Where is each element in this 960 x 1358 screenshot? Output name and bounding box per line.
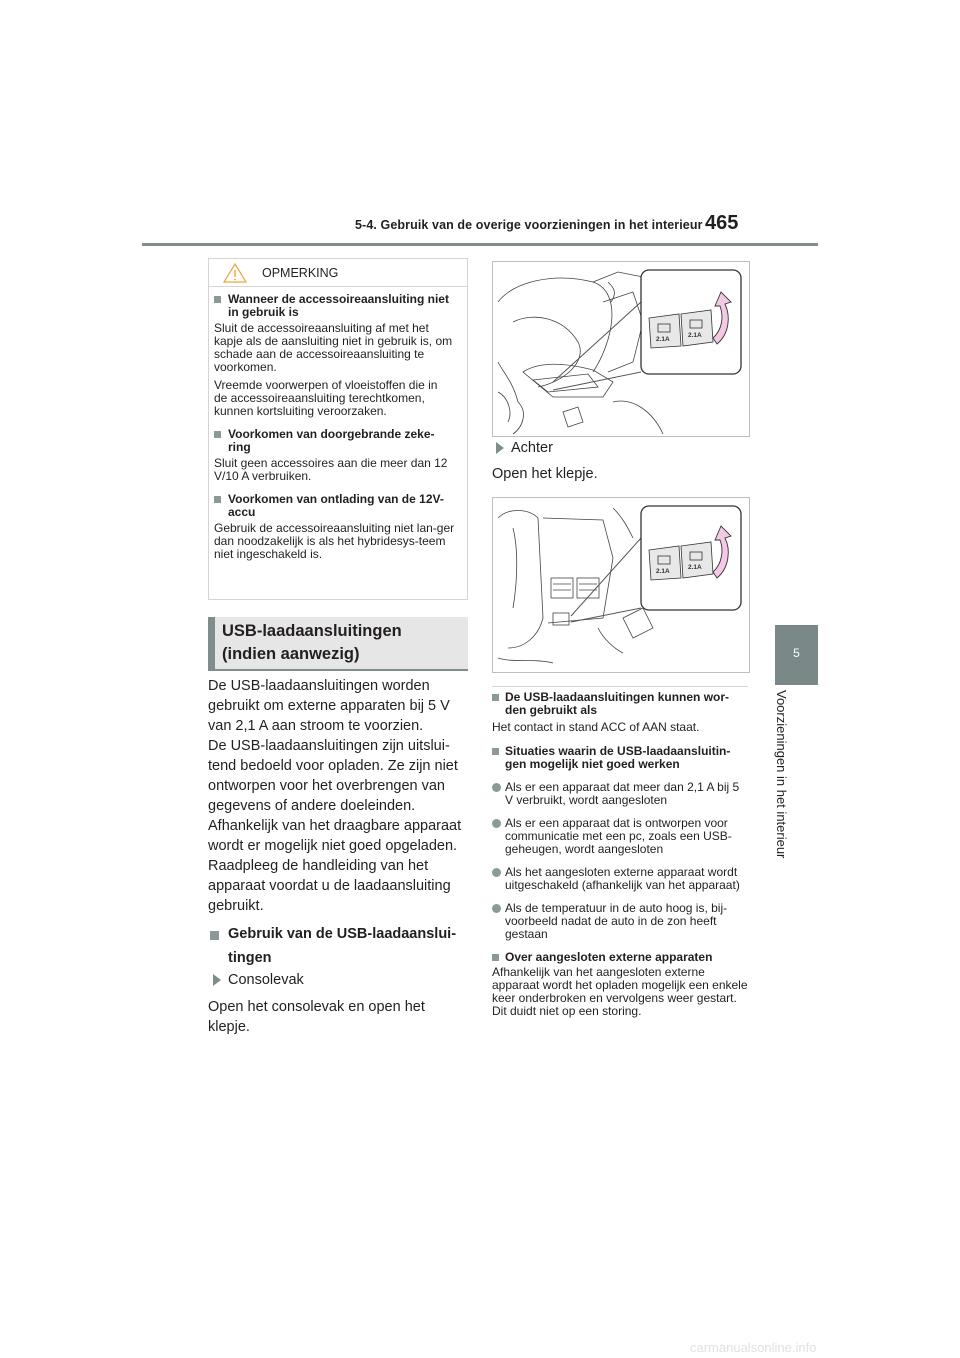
- console-label: Consolevak: [228, 972, 304, 988]
- notes-bullet-text: Als er een apparaat dat is ontworpen voor communicatie met een pc, zoals een USB-geheugen, wordt aangesloten: [505, 816, 732, 856]
- intro-line: ontworpen voor het overbrengen van: [208, 778, 445, 794]
- notes-bullet: [492, 902, 750, 941]
- notes-heading-text: Over aangesloten externe apparaten: [505, 950, 713, 964]
- caution-paragraph: Sluit geen accessoires aan die meer dan 12 V/10 A verbruiken.: [214, 456, 448, 483]
- rear-label: Achter: [511, 440, 553, 456]
- port-label: 2.1A: [688, 564, 702, 571]
- watermark: carmanualsonline.info: [690, 1340, 817, 1355]
- intro-line: wordt er mogelijk niet goed opgeladen.: [208, 838, 458, 854]
- notes-text: Afhankelijk van het aangesloten externe apparaat wordt het opladen mogelijk een enkele keer onderbroken en vervolgens weer gestart. Dit duidt niet op een storing.: [492, 965, 748, 1018]
- round-bullet-icon: [492, 819, 501, 828]
- square-bullet-icon: [492, 694, 499, 701]
- notes-heading: [492, 951, 750, 964]
- section-heading: [222, 620, 402, 666]
- notes-heading: [492, 691, 750, 717]
- chapter-tab-label-text: Voorzieningen in het interieur: [774, 690, 789, 859]
- console-instruction-line: klepje.: [208, 1019, 250, 1035]
- notes-heading-text: De USB-laadaansluitingen kunnen wor-den gebruikt als: [505, 690, 730, 717]
- caution-item-title: Voorkomen van ontlading van de 12V-accu: [228, 492, 444, 519]
- intro-line: van 2,1 A aan stroom te voorzien.: [208, 718, 424, 734]
- section-header-title: 5-4. Gebruik van de overige voorzieningen in het interieur: [355, 218, 703, 232]
- intro-line: gebruikt.: [208, 898, 264, 914]
- chapter-tab-number: 5: [793, 646, 800, 660]
- caution-heading: OPMERKING: [262, 266, 339, 280]
- intro-line: tend bedoeld voor opladen. Ze zijn niet: [208, 758, 458, 774]
- square-bullet-icon: [214, 496, 221, 503]
- caution-item-title: Wanneer de accessoireaansluiting niet in gebruik is: [228, 292, 449, 319]
- console-instruction-line: Open het consolevak en open het: [208, 999, 425, 1015]
- notes-bullet: [492, 817, 750, 856]
- section-heading-line: (indien aanwezig): [222, 645, 360, 663]
- usage-heading: [228, 924, 468, 968]
- section-heading-bar: [208, 617, 215, 669]
- notes-bullet: [492, 866, 750, 892]
- usage-heading-line: Gebruik van de USB-laadaanslui-: [228, 926, 457, 942]
- notes-bullet-text: Als het aangesloten externe apparaat wordt uitgeschakeld (afhankelijk van het apparaat): [505, 865, 740, 892]
- usb-notes: [492, 691, 750, 1018]
- notes-text: Het contact in stand ACC of AAN staat.: [492, 720, 700, 734]
- caution-item: [214, 493, 464, 519]
- rear-illustration-drawing: [493, 498, 749, 672]
- square-bullet-icon: [492, 954, 499, 961]
- caution-item-title: Voorkomen van doorgebrande zeke-ring: [228, 427, 435, 454]
- rear-instruction: Open het klepje.: [492, 466, 598, 482]
- usage-heading-line: tingen: [228, 950, 272, 966]
- round-bullet-icon: [492, 783, 501, 792]
- console-usb-illustration: [492, 261, 750, 437]
- section-heading-line: USB-laadaansluitingen: [222, 622, 402, 640]
- intro-line: apparaat voordat u de laadaansluiting: [208, 878, 451, 894]
- port-label: 2.1A: [656, 568, 670, 575]
- notes-bullet-text: Als er een apparaat dat meer dan 2,1 A bij 5 V verbruikt, wordt aangesloten: [505, 780, 740, 807]
- section-heading-rule: [208, 669, 468, 671]
- intro-line: De USB-laadaansluitingen worden: [208, 678, 430, 694]
- square-bullet-icon: [214, 431, 221, 438]
- notes-heading: [492, 745, 750, 771]
- square-bullet-icon: [210, 931, 219, 940]
- round-bullet-icon: [492, 904, 501, 913]
- caution-item: [214, 293, 464, 319]
- port-label: 2.1A: [688, 332, 702, 339]
- caution-paragraph: Vreemde voorwerpen of vloeistoffen die in de accessoireaansluiting terechtkomen, kunnen kortsluiting veroorzaken.: [214, 378, 438, 418]
- warning-triangle-icon: [222, 262, 248, 284]
- intro-line: Raadpleeg de handleiding van het: [208, 858, 429, 874]
- intro-text: [208, 676, 470, 916]
- intro-line: gebruikt om externe apparaten bij 5 V: [208, 698, 450, 714]
- page-number: 465: [705, 212, 739, 234]
- triangle-arrow-icon: [496, 442, 504, 454]
- square-bullet-icon: [492, 748, 499, 755]
- caution-paragraph: Sluit de accessoireaansluiting af met het kapje als de aansluiting niet in gebruik is, om schade aan de accessoireaansluiting te voorkomen.: [214, 321, 453, 374]
- round-bullet-icon: [492, 868, 501, 877]
- intro-line: Afhankelijk van het draagbare apparaat: [208, 818, 462, 834]
- console-illustration-drawing: [493, 262, 749, 436]
- notes-heading-text: Situaties waarin de USB-laadaansluitin-gen mogelijk niet goed werken: [505, 744, 731, 771]
- caution-item: [214, 428, 464, 454]
- notes-bullet-text: Als de temperatuur in de auto hoog is, bij-voorbeeld nadat de auto in de zon heeft gestaan: [505, 901, 728, 941]
- caution-divider: [208, 286, 468, 287]
- caution-content: [214, 293, 464, 561]
- notes-bullet: [492, 781, 750, 807]
- chapter-tab-label: [774, 690, 807, 880]
- intro-line: De USB-laadaansluitingen zijn uitslui-: [208, 738, 450, 754]
- header-rule: [142, 243, 818, 246]
- triangle-arrow-icon: [213, 974, 221, 986]
- intro-line: gegevens of andere doeleinden.: [208, 798, 416, 814]
- port-label: 2.1A: [656, 336, 670, 343]
- notes-divider: [492, 686, 748, 687]
- square-bullet-icon: [214, 296, 221, 303]
- caution-paragraph: Gebruik de accessoireaansluiting niet lan-ger dan noodzakelijk is als het hybridesys-teem niet ingeschakeld is.: [214, 521, 455, 561]
- console-instruction: [208, 997, 470, 1037]
- rear-usb-illustration: [492, 497, 750, 673]
